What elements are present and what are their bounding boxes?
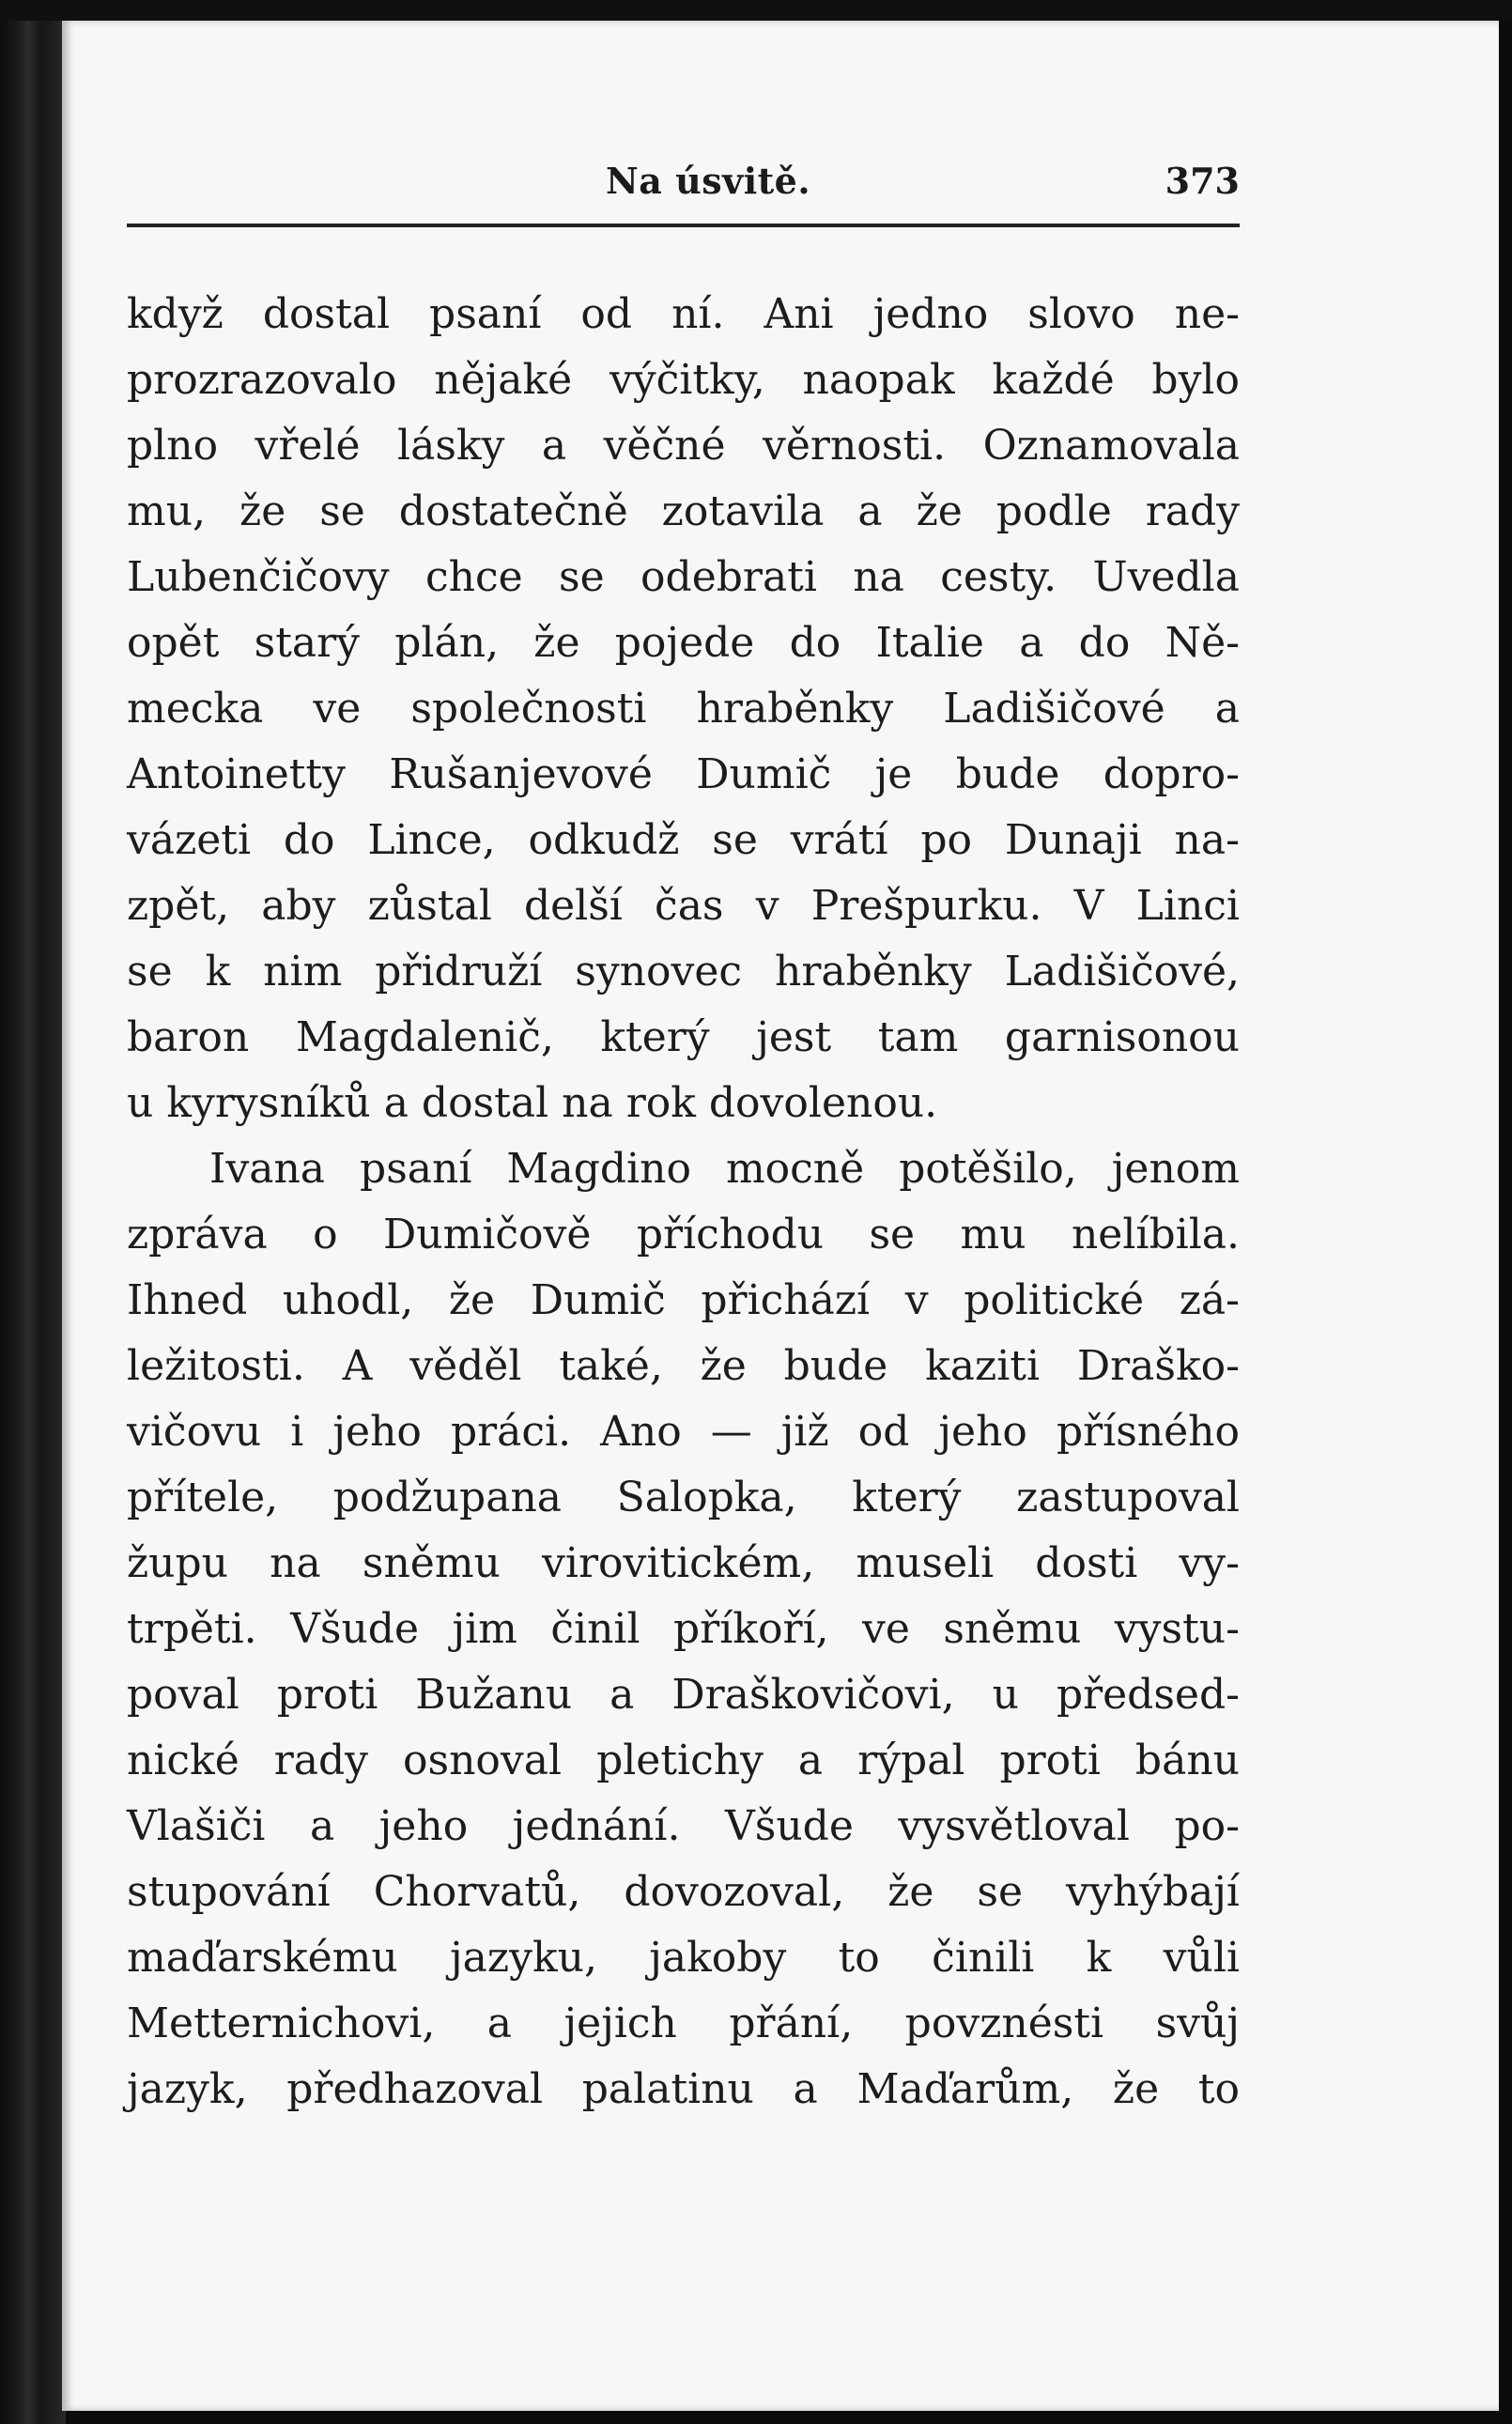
text-line: Metternichovi, a jejich přání, povznésti svůj [127,1999,1240,2047]
text-line: nické rady osnoval pletichy a rýpal proti bánu [127,1737,1240,1784]
text-line: jazyk, předhazoval palatinu a Maďarům, že to [127,2065,1240,2113]
text-line: baron Magdalenič, který jest tam garnisonou [127,1013,1240,1061]
book-spine-edge [0,0,66,2424]
running-header [127,160,1240,216]
text-line: Lubenčičovy chce se odebrati na cesty. Uvedla [127,553,1240,601]
text-line: župu na sněmu virovitickém, museli dosti vy- [127,1539,1240,1587]
paragraph-end-line: u kyrysníků a dostal na rok dovolenou. [127,1079,938,1127]
text-line: vázeti do Lince, odkudž se vrátí po Dunaji na- [127,816,1240,864]
text-line: mecka ve společnosti hraběnky Ladišičové a [127,685,1240,733]
text-line: maďarskému jazyku, jakoby to činili k vůli [127,1934,1240,1982]
text-line: Vlašiči a jeho jednání. Všude vysvětloval po- [127,1802,1240,1850]
text-line: zpráva o Dumičově příchodu se mu nelíbila. [127,1211,1240,1258]
text-line: prozrazovalo nějaké výčitky, naopak každé bylo [127,356,1240,404]
running-title: Na úsvitě. [606,160,811,202]
text-line: poval proti Bužanu a Draškovičovi, u předsed- [127,1671,1240,1719]
paragraph-start-line: Ivana psaní Magdino mocně potěšilo, jenom [209,1145,1240,1193]
header-rule [127,224,1240,227]
text-line: vičovu i jeho práci. Ano — již od jeho přísného [127,1408,1240,1456]
text-line: ležitosti. A věděl také, že bude kaziti Draško- [127,1342,1240,1390]
text-line: Antoinetty Rušanjevové Dumič je bude dopro- [127,750,1240,798]
text-line: zpět, aby zůstal delší čas v Prešpurku. V Linci [127,882,1240,930]
scan-top-edge [0,0,1512,21]
text-line: opět starý plán, že pojede do Italie a do Ně- [127,619,1240,667]
text-line: se k nim přidruží synovec hraběnky Ladišičové, [127,948,1240,996]
text-line: trpěti. Všude jim činil příkoří, ve sněmu vystu- [127,1605,1240,1653]
text-line: když dostal psaní od ní. Ani jedno slovo ne- [127,290,1240,338]
page-body-text [127,282,1240,2123]
page-number: 373 [1165,160,1240,202]
text-line: přítele, podžupana Salopka, který zastupoval [127,1474,1240,1521]
text-line: stupování Chorvatů, dovozoval, že se vyhýbají [127,1868,1240,1916]
text-line: Ihned uhodl, že Dumič přichází v politické zá- [127,1276,1240,1324]
text-line: mu, že se dostatečně zotavila a že podle rady [127,487,1240,535]
text-line: plno vřelé lásky a věčné věrnosti. Oznamovala [127,422,1240,470]
